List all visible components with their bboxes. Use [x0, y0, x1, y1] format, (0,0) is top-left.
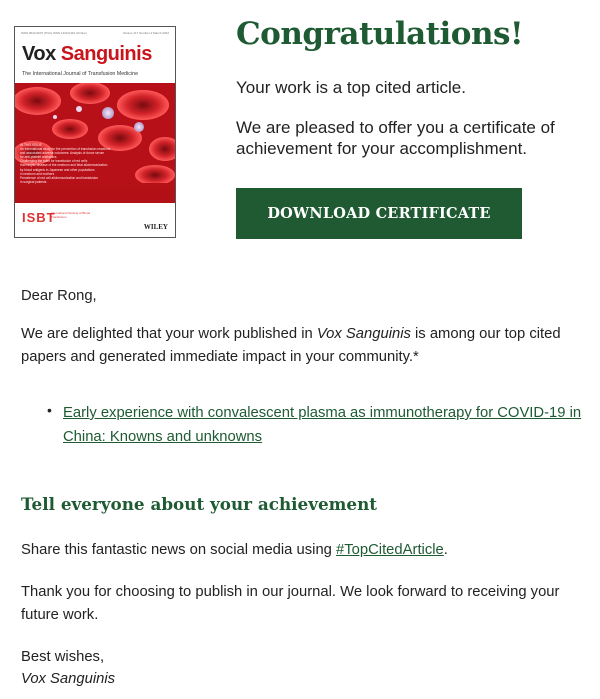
best-wishes: Best wishes,	[21, 649, 105, 665]
cover-journal-title	[22, 43, 152, 66]
cover-subtitle: The International Journal of Transfusion Medicine	[22, 71, 139, 77]
congratulations-title: Congratulations!	[236, 16, 524, 52]
cover-issue-line: and associated adverse outcomes: Analysis of donor serum	[20, 151, 105, 156]
cover-issue-line: An international study for the prevention of transfusion reactions	[20, 147, 111, 152]
thanks-paragraph: Thank you for choosing to publish in our journal. We look forward to receiving your future work.	[21, 584, 560, 623]
cover-issue-line: in surgical patients	[20, 179, 47, 184]
delighted-text-end: is among our top cited papers and generated immediate impact in your community.*	[21, 326, 561, 365]
delighted-paragraph	[21, 323, 581, 369]
cover-issue-line: Haemolytic disease of the newborn and fetal alloimmunization	[20, 163, 108, 168]
cover-title-sanguinis: Sanguinis	[60, 43, 152, 65]
cover-issue-contents	[20, 143, 170, 184]
top-cited-message: Your work is a top cited article.	[236, 78, 466, 97]
cover-issue-line: for anti-platelet antibodies	[20, 155, 57, 160]
journal-cover-image	[14, 26, 176, 238]
cover-issue-line: Challenging the rules for transfusion of red cells	[20, 159, 88, 164]
cover-issue-line: Prevalence of red cell alloimmunization and transfusion	[20, 175, 98, 180]
greeting: Dear Rong,	[21, 288, 97, 304]
signoff-journal-name: Vox Sanguinis	[21, 671, 116, 687]
isbt-society-name: International Society of Blood Transfusion	[51, 211, 91, 219]
article-link[interactable]: Early experience with convalescent plasma as immunotherapy for COVID-19 in China: Knowns and unknowns	[63, 405, 582, 445]
share-text-start: Share this fantastic news on social media using	[21, 542, 337, 558]
isbt-logo: ISBT	[22, 210, 56, 225]
hashtag-link[interactable]: #TopCitedArticle	[336, 542, 444, 558]
delighted-text-start: We are delighted that your work published in	[21, 326, 317, 342]
download-certificate-button[interactable]: DOWNLOAD CERTIFICATE	[236, 188, 522, 239]
journal-name: Vox Sanguinis	[316, 326, 411, 342]
bullet-icon: •	[47, 402, 52, 418]
share-text-end: .	[443, 542, 448, 558]
certificate-offer-message: We are pleased to offer you a certificate of achievement for your accomplishment.	[236, 118, 555, 158]
cover-title-vox: Vox	[22, 43, 56, 65]
cover-issue-line: by blood antigens in Japanese and other populations	[20, 167, 95, 172]
achievement-heading: Tell everyone about your achievement	[21, 494, 378, 514]
cover-issue-heading: IN THIS ISSUE	[20, 143, 42, 147]
cover-issue-line: in newborn and mothers	[20, 171, 55, 176]
cover-issn: ISSN 0042-9007 (Print) ISSN 1423-0410 (Online)	[21, 31, 87, 35]
cover-volume: Volume 117 Number 2 March 2022	[122, 31, 169, 35]
share-paragraph	[21, 539, 448, 562]
wiley-logo: WILEY	[143, 223, 168, 231]
